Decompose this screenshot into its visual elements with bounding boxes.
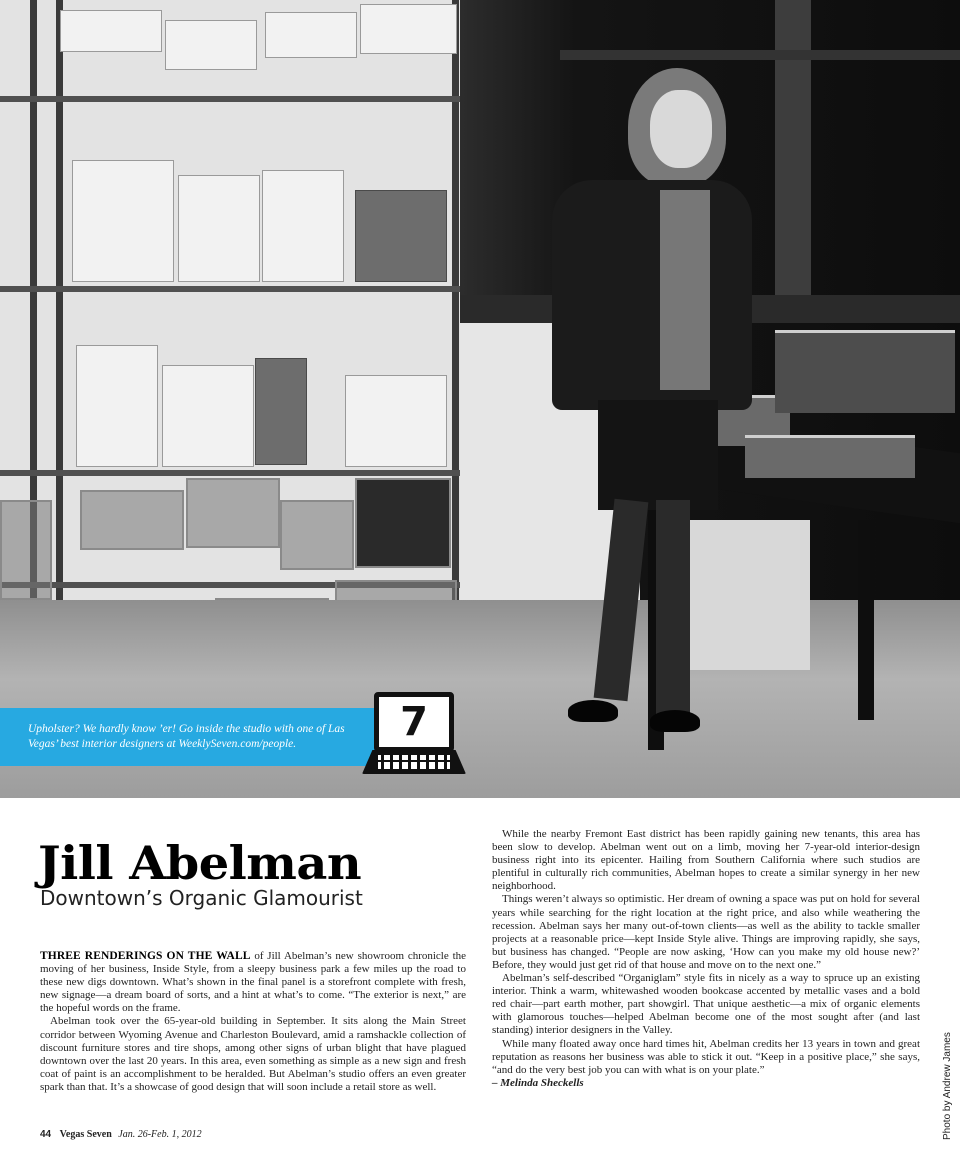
article-column-right — [492, 828, 920, 1090]
storage-bin — [280, 500, 354, 570]
sample-box — [162, 365, 254, 467]
article-paragraph: While the nearby Fremont East district has been rapidly gaining new tenants, this area has been slow to develop. Abelman went out on a limb, moving her 7-year-old interior-design business right into its epicenter. Hailing from Southern California where such studios are plentiful in culturally rich communities, Abelman hopes to create a similar synergy in her new neighborhood. — [492, 828, 920, 893]
laptop-keyboard — [378, 755, 450, 769]
sample-box — [345, 375, 447, 467]
leg — [656, 500, 690, 720]
sample-box — [355, 190, 447, 282]
storage-bin — [186, 478, 280, 548]
sample-box — [72, 160, 174, 282]
shelf-post — [56, 0, 63, 700]
sample-box — [262, 170, 344, 282]
white-wall — [690, 520, 810, 670]
fabric-samples — [775, 330, 955, 413]
article-paragraph: Abelman’s self-described “Organiglam” style fits in nicely as a way to spruce up an existing interior. Think a warm, whitewashed wooden bookcase accented by metallic vases and a bold red chair—part earth mother, part showgirl. That unique aesthetic—a mix of organic elements with glamorous touches—helped Abelman become one of the most sought after (and last standing) interior designers in the Valley. — [492, 972, 920, 1037]
shoe — [568, 700, 618, 722]
article-paragraph: While many floated away once hard times hit, Abelman credits her 13 years in town and great reputation as reasons her business was able to stick it out. “Keep in a positive place,” she says, “and do the very best job you can with what is on your plate.” — [492, 1037, 920, 1076]
table-leg — [858, 520, 874, 720]
storage-bin — [80, 490, 184, 550]
page-number: 44 — [40, 1129, 52, 1140]
wooden-beam — [560, 50, 960, 60]
fabric-samples — [745, 435, 915, 478]
paragraph-text: of Jill Abelman’s new showroom chronicle the moving of her business, Inside Style, from a sleepy business park a few miles up the road to these new digs downtown. What’s shown in the final panel is a storefront complete with fresh, new signage—a dream board of sorts, and a hint at what’s to come. “The exterior is next,” are the hopeful words on the frame. — [40, 950, 467, 1015]
sample-box — [178, 175, 260, 282]
byline: – Melinda Sheckells — [492, 1076, 584, 1089]
sample-box — [165, 20, 257, 70]
article-paragraph — [40, 950, 466, 1015]
page-footer — [40, 1129, 202, 1140]
concrete-floor — [0, 600, 960, 798]
article-paragraph: Things weren’t always so optimistic. Her dream of owning a space was put on hold for several years while searching for the right location at the right price, and also while weathering the recession. Abelman says her many out-of-town clients—as well as the ability to tackle smaller projects at a reasonable price—kept Inside Style alive. Things are improving rapidly, she says, but business has changed. “People are now asking, ‘How can you make my old house new?’ Before, they would just get rid of that house and move on to the next one.” — [492, 893, 920, 971]
seven-badge-number: 7 — [400, 699, 428, 745]
shelf-rack — [0, 470, 460, 476]
portrait-face — [650, 90, 712, 168]
shoe — [650, 710, 700, 732]
photo-credit: Photo by Andrew James — [942, 1032, 953, 1140]
article-subtitle: Downtown’s Organic Glamourist — [40, 886, 363, 910]
article-column-left — [40, 950, 466, 1094]
wooden-beam — [775, 0, 811, 300]
storage-bin — [0, 500, 52, 600]
laptop-icon — [360, 692, 470, 784]
skirt — [598, 400, 718, 510]
laptop-screen — [374, 692, 454, 752]
lead-caps: THREE RENDERINGS ON THE WALL — [40, 950, 251, 962]
shelf-rack — [0, 96, 460, 102]
magazine-name: Vegas Seven — [59, 1129, 112, 1140]
sample-box — [76, 345, 158, 467]
sample-box — [360, 4, 457, 54]
storage-bin — [355, 478, 451, 568]
sample-box — [60, 10, 162, 52]
sample-box — [265, 12, 357, 58]
sample-box — [255, 358, 307, 465]
article-paragraph: Abelman took over the 65-year-old building in September. It sits along the Main Street corridor between Wyoming Avenue and Charleston Boulevard, amid a ramshackle collection of discount furniture stores and tire shops, among other signs of urban blight that have plagued downtown over the last 20 years. In this area, even something as simple as a new sign and fresh coat of paint is an accomplishment to be heralded. But Abelman’s studio offers an even greater spark than that. It’s a showcase of good design that will soon include a retail store as well. — [40, 1015, 466, 1093]
promo-text[interactable]: Upholster? We hardly know ’er! Go inside the studio with one of Las Vegas’ best interior designers at WeeklySeven.com/people. — [28, 723, 345, 750]
leather-jacket — [552, 180, 752, 410]
shelf-rack — [0, 286, 460, 292]
shirt — [660, 190, 710, 390]
issue-date: Jan. 26-Feb. 1, 2012 — [118, 1129, 202, 1140]
article-title: Jill Abelman — [38, 836, 362, 890]
